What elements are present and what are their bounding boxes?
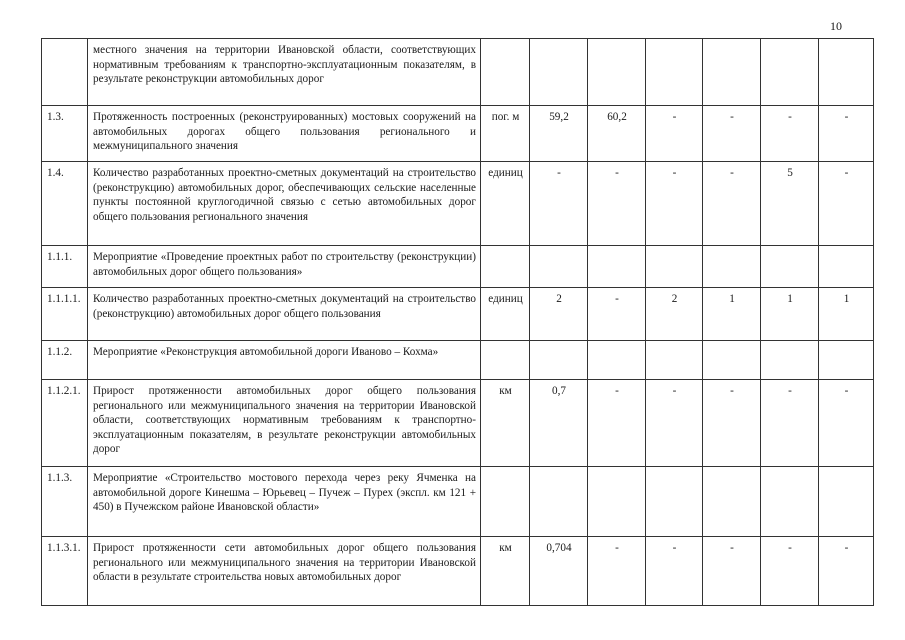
value-cell xyxy=(646,467,703,537)
indicator-name: Мероприятие «Проведение проектных работ по строительству (реконструкции) автомобильных дорог общего пользования» xyxy=(88,246,481,288)
value-cell: - xyxy=(703,537,761,606)
value-cell: - xyxy=(646,380,703,467)
indicator-name: Количество разработанных проектно-сметных документаций на строительство (реконструкцию) автомобильных дорог, обеспечивающих сельские населенные пункты постоянной круглогодичной связью с сетью автомобильных дорог общего пользования регионального значения xyxy=(88,162,481,246)
row-number: 1.1.3. xyxy=(42,467,88,537)
indicator-name: Прирост протяженности сети автомобильных дорог общего пользования регионального или межмуниципального значения на территории Ивановской области в результате строительства новых автомобильных дорог xyxy=(88,537,481,606)
value-cell xyxy=(530,246,588,288)
value-cell xyxy=(819,341,874,380)
value-cell xyxy=(761,246,819,288)
value-cell xyxy=(588,341,646,380)
row-number: 1.1.2. xyxy=(42,341,88,380)
indicator-name: Мероприятие «Реконструкция автомобильной дороги Иваново – Кохма» xyxy=(88,341,481,380)
row-number: 1.1.1. xyxy=(42,246,88,288)
value-cell: 1 xyxy=(761,288,819,341)
value-cell: - xyxy=(761,537,819,606)
value-cell: 0,7 xyxy=(530,380,588,467)
table-row xyxy=(42,288,874,341)
unit-cell: единиц xyxy=(481,288,530,341)
value-cell: - xyxy=(646,537,703,606)
table-row xyxy=(42,537,874,606)
row-number: 1.3. xyxy=(42,106,88,162)
value-cell xyxy=(530,39,588,106)
value-cell xyxy=(703,467,761,537)
value-cell xyxy=(530,341,588,380)
value-cell: 2 xyxy=(646,288,703,341)
value-cell: 59,2 xyxy=(530,106,588,162)
value-cell xyxy=(646,39,703,106)
table-row xyxy=(42,39,874,106)
value-cell: - xyxy=(761,380,819,467)
value-cell: - xyxy=(588,162,646,246)
value-cell: 60,2 xyxy=(588,106,646,162)
value-cell: - xyxy=(588,288,646,341)
value-cell xyxy=(703,39,761,106)
value-cell: - xyxy=(819,162,874,246)
value-cell: 5 xyxy=(761,162,819,246)
value-cell xyxy=(761,467,819,537)
value-cell: - xyxy=(703,162,761,246)
value-cell xyxy=(703,341,761,380)
value-cell xyxy=(703,246,761,288)
value-cell xyxy=(588,467,646,537)
table-row xyxy=(42,467,874,537)
value-cell: - xyxy=(588,537,646,606)
value-cell: - xyxy=(761,106,819,162)
value-cell: 0,704 xyxy=(530,537,588,606)
indicator-name: Протяженность построенных (реконструированных) мостовых сооружений на автомобильных дорогах общего пользования регионального и межмуниципального значения xyxy=(88,106,481,162)
value-cell xyxy=(819,246,874,288)
value-cell xyxy=(761,39,819,106)
table-row xyxy=(42,246,874,288)
row-number: 1.1.2.1. xyxy=(42,380,88,467)
unit-cell: пог. м xyxy=(481,106,530,162)
table-row xyxy=(42,380,874,467)
page-number: 10 xyxy=(830,19,842,33)
row-number: 1.1.1.1. xyxy=(42,288,88,341)
value-cell: - xyxy=(530,162,588,246)
unit-cell xyxy=(481,246,530,288)
value-cell xyxy=(588,246,646,288)
indicator-name: Прирост протяженности автомобильных дорог общего пользования регионального или межмуниципального значения на территории Ивановской области, соответствующих нормативным требованиям к транспортно-эксплуатационным показателям, в результате реконструкции автомобильных дорог xyxy=(88,380,481,467)
unit-cell xyxy=(481,341,530,380)
unit-cell: единиц xyxy=(481,162,530,246)
table-row xyxy=(42,341,874,380)
value-cell: - xyxy=(703,106,761,162)
row-number: 1.4. xyxy=(42,162,88,246)
value-cell xyxy=(819,39,874,106)
unit-cell xyxy=(481,39,530,106)
value-cell: - xyxy=(646,162,703,246)
indicators-table xyxy=(41,38,874,606)
value-cell: - xyxy=(646,106,703,162)
table-row xyxy=(42,106,874,162)
unit-cell xyxy=(481,467,530,537)
value-cell: - xyxy=(819,537,874,606)
value-cell: - xyxy=(819,380,874,467)
unit-cell: км xyxy=(481,537,530,606)
value-cell xyxy=(530,467,588,537)
table-body xyxy=(42,39,874,606)
unit-cell: км xyxy=(481,380,530,467)
value-cell: - xyxy=(588,380,646,467)
indicator-name: Количество разработанных проектно-сметных документаций на строительство (реконструкцию) автомобильных дорог общего пользования xyxy=(88,288,481,341)
row-number: 1.1.3.1. xyxy=(42,537,88,606)
value-cell xyxy=(761,341,819,380)
value-cell: - xyxy=(819,106,874,162)
indicator-name: Мероприятие «Строительство мостового перехода через реку Ячменка на автомобильной дороге Кинешма – Юрьевец – Пучеж – Пурех (экспл. км 121 + 450) в Пучежском районе Ивановской области» xyxy=(88,467,481,537)
row-number xyxy=(42,39,88,106)
value-cell: 1 xyxy=(819,288,874,341)
value-cell: 2 xyxy=(530,288,588,341)
value-cell: 1 xyxy=(703,288,761,341)
value-cell xyxy=(588,39,646,106)
table-row xyxy=(42,162,874,246)
value-cell: - xyxy=(703,380,761,467)
value-cell xyxy=(646,246,703,288)
value-cell xyxy=(646,341,703,380)
indicator-name: местного значения на территории Ивановской области, соответствующих нормативным требованиям к транспортно-эксплуатационным показателям, в результате реконструкции автомобильных дорог xyxy=(88,39,481,106)
value-cell xyxy=(819,467,874,537)
